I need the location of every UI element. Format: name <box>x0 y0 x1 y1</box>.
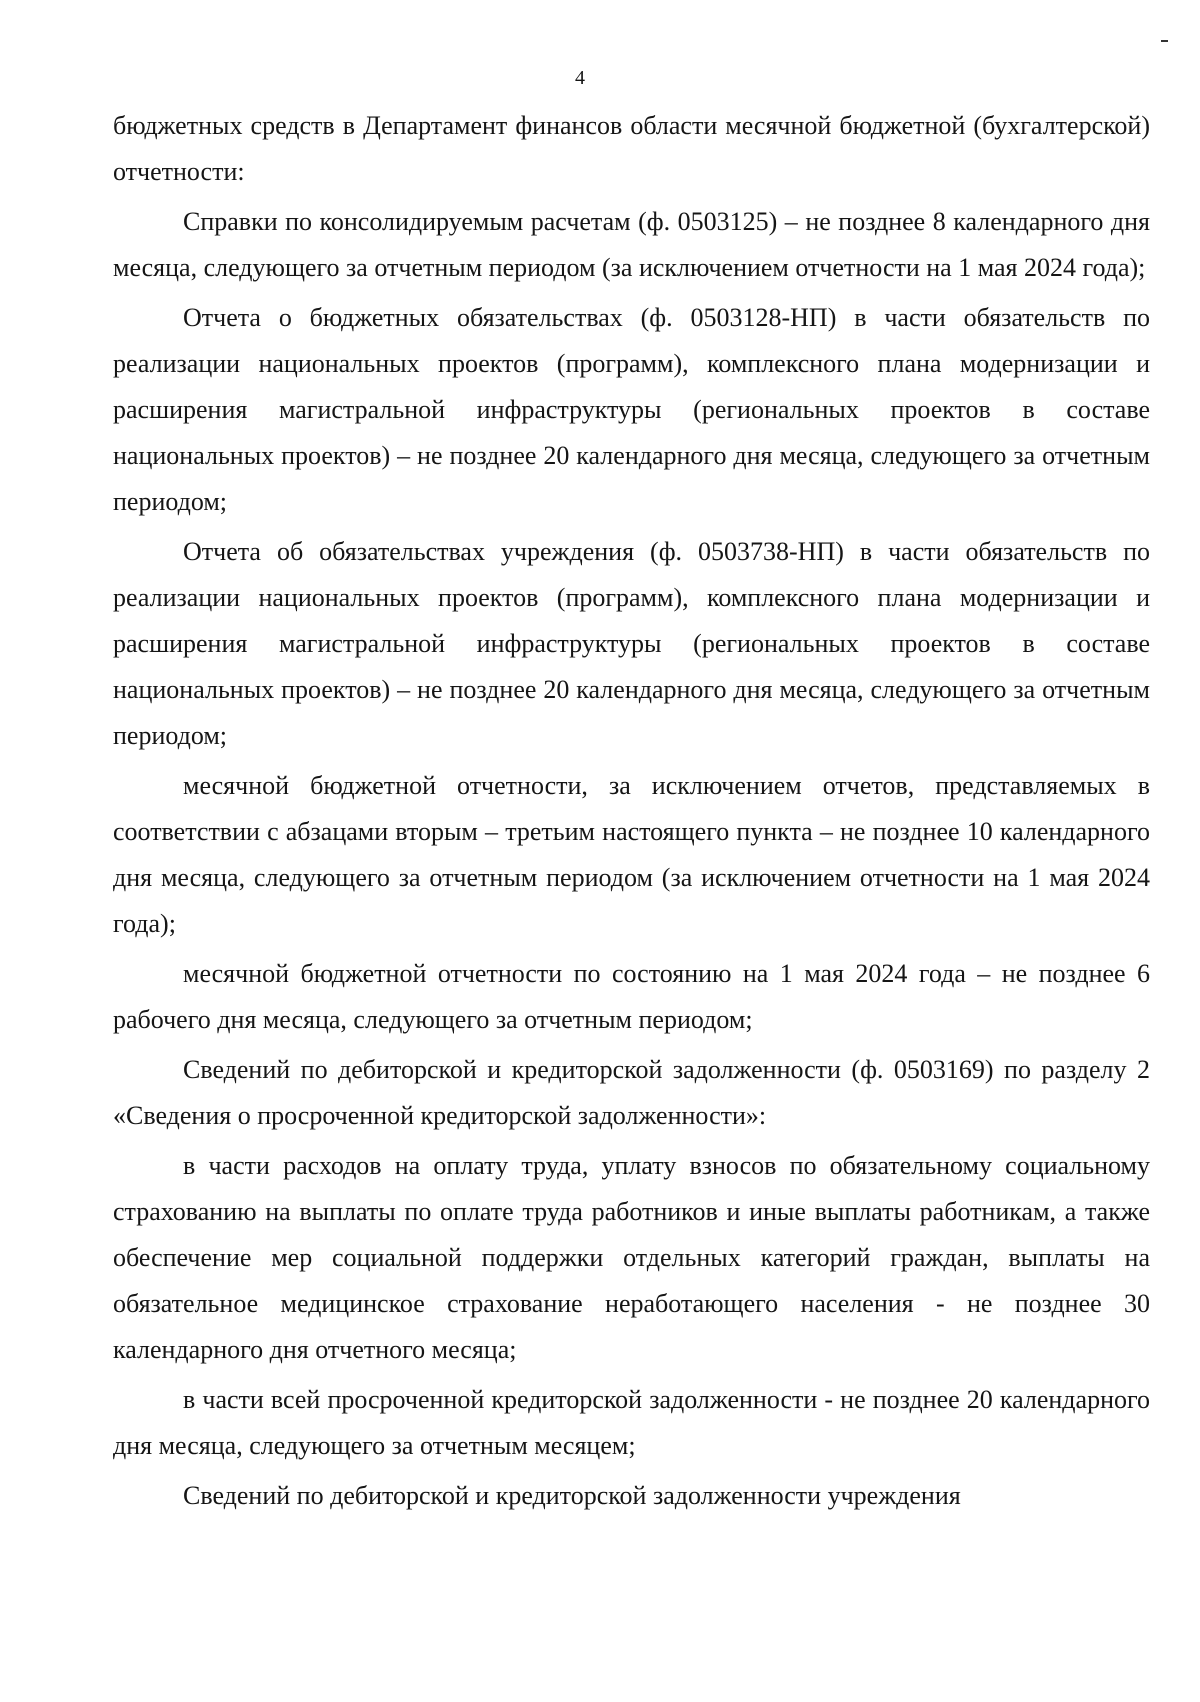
paragraph-5: месячной бюджетной отчетности, за исключением отчетов, представляемых в соответствии с абзацами вторым – третьим настоящего пункта – не позднее 10 календарного дня месяца, следующего за отчетным периодом (за исключением отчетности на 1 мая 2024 года); <box>113 771 1150 938</box>
paragraph-10: Сведений по дебиторской и кредиторской задолженности учреждения <box>183 1481 961 1510</box>
page-number: 4 <box>575 67 585 89</box>
paragraph-7: Сведений по дебиторской и кредиторской задолженности (ф. 0503169) по разделу 2 «Сведения о просроченной кредиторской задолженности»: <box>113 1055 1150 1130</box>
paragraph-9: в части всей просроченной кредиторской задолженности - не позднее 20 календарного дня месяца, следующего за отчетным месяцем; <box>113 1385 1150 1460</box>
paragraph-2: Справки по консолидируемым расчетам (ф. 0503125) – не позднее 8 календарного дня месяца, следующего за отчетным периодом (за исключением отчетности на 1 мая 2024 года); <box>113 207 1150 282</box>
paragraph-3: Отчета о бюджетных обязательствах (ф. 0503128-НП) в части обязательств по реализации национальных проектов (программ), комплексного плана модернизации и расширения магистральной инфраструктуры (региональных проектов в составе национальных проектов) – не позднее 20 календарного дня месяца, следующего за отчетным периодом; <box>113 303 1150 516</box>
paragraph-6: месячной бюджетной отчетности по состоянию на 1 мая 2024 года – не позднее 6 рабочего дня месяца, следующего за отчетным периодом; <box>113 959 1150 1034</box>
paragraph-1: бюджетных средств в Департамент финансов области месячной бюджетной (бухгалтерской) отчетности: <box>113 111 1150 186</box>
paragraph-8: в части расходов на оплату труда, уплату взносов по обязательному социальному страхованию на выплаты по оплате труда работников и иные выплаты работникам, а также обеспечение мер социальной поддержки отдельных категорий граждан, выплаты на обязательное медицинское страхование неработающего населения - не позднее 30 календарного дня отчетного месяца; <box>113 1151 1150 1364</box>
paragraph-4: Отчета об обязательствах учреждения (ф. 0503738-НП) в части обязательств по реализации национальных проектов (программ), комплексного плана модернизации и расширения магистральной инфраструктуры (региональных проектов в составе национальных проектов) – не позднее 20 календарного дня месяца, следующего за отчетным периодом; <box>113 537 1150 750</box>
scan-mark <box>1161 40 1168 42</box>
document-body <box>113 103 1150 1523</box>
